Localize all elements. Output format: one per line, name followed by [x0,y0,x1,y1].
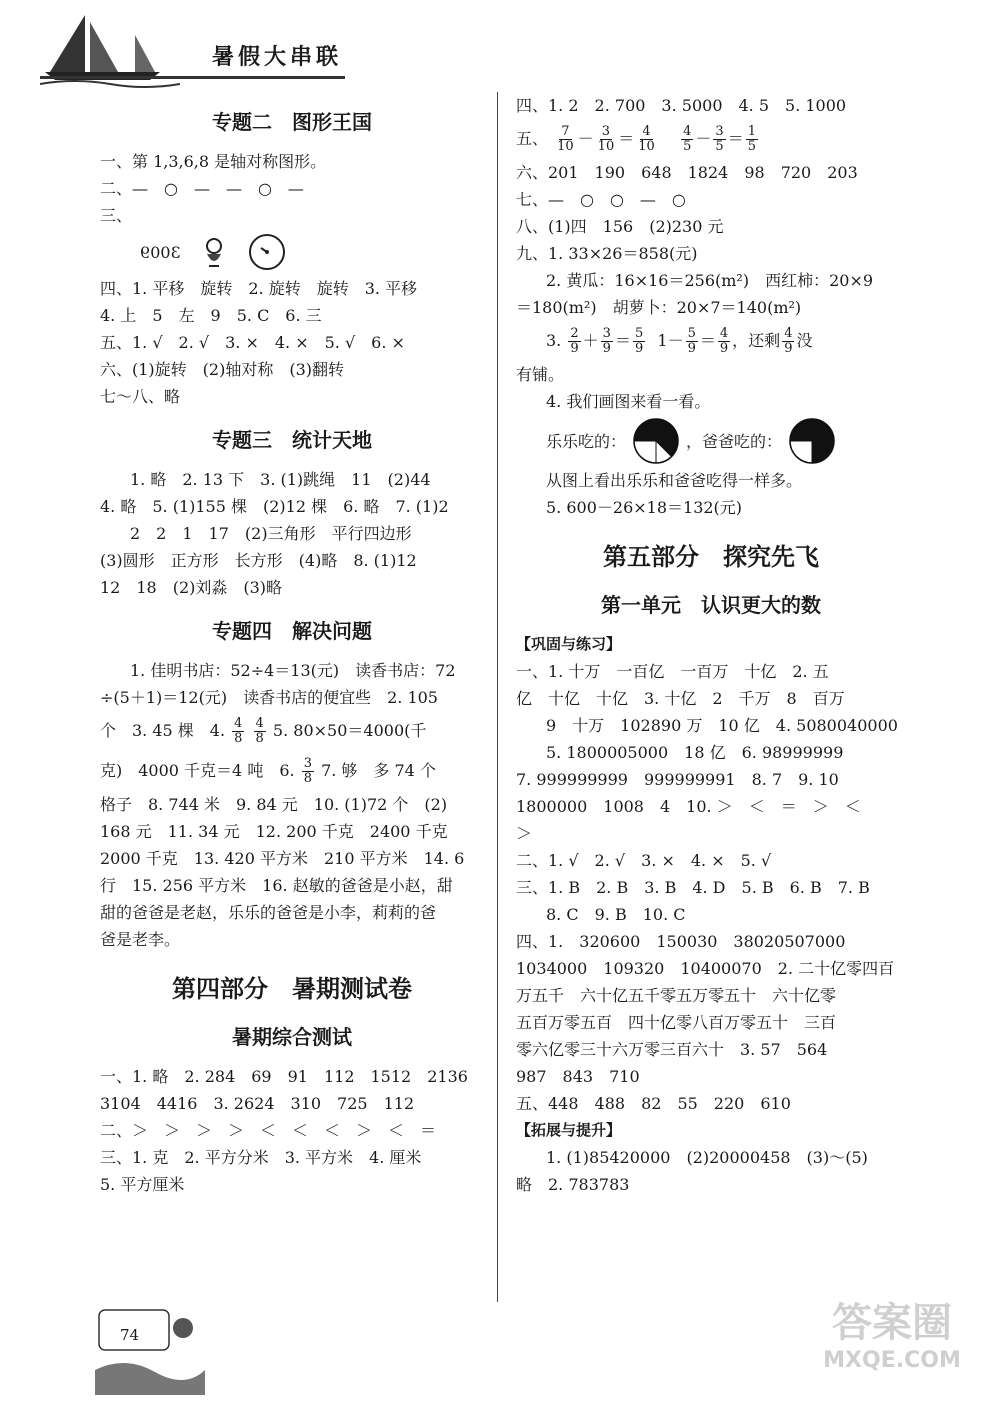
denominator: 5 [715,139,724,154]
denominator: 8 [255,731,264,746]
fraction [713,125,725,154]
answer-line: 从图上看出乐乐和爸爸吃得一样多。 [546,471,803,490]
operator: ＝ [618,129,635,148]
answer-text: 5. 80×50＝4000(千 [272,721,427,740]
answer-line: 四、1. 平移 旋转 2. 旋转 旋转 3. 平移 [100,279,418,298]
denominator: 8 [303,771,312,786]
answer-line: 二、— ○ — — ○ — [100,179,304,198]
fraction [601,327,613,356]
answer-line: 5. 1800005000 18 亿 6. 98999999 [546,743,844,762]
answer-line: 一、1. 十万 一百亿 一百万 十亿 2. 五 [516,662,829,681]
section-title: 专题四 解决问题 [212,619,372,643]
answer-line [100,711,484,751]
numerator: 4 [784,326,793,341]
right-column [516,92,906,1198]
denominator: 10 [638,139,655,154]
pie-icon [788,417,836,465]
answer-line: 8. C 9. B 10. C [546,905,686,924]
answer-line: 2000 千克 13. 420 平方米 210 平方米 14. 6 [100,849,465,868]
fraction [718,327,730,356]
answer-line: 四、1. 2 2. 700 3. 5000 4. 5 5. 1000 [516,96,847,115]
answer-line: 5. 平方厘米 [100,1175,185,1194]
answer-line: 三、1. 克 2. 平方分米 3. 平方米 4. 厘米 [100,1148,422,1167]
pie-label: 乐乐吃的： [546,431,627,451]
clock-figure-icon [247,232,287,272]
fraction [746,125,758,154]
answer-line: 2. 黄瓜：16×16＝256(m²) 西红柿：20×9 [546,271,874,290]
fraction [302,757,314,786]
fraction [232,717,244,746]
answer-line: ÷(5＋1)＝12(元) 读香书店的便宜些 2. 105 [100,688,438,707]
pie-figure-row [516,415,906,467]
watermark-url: MXQE.COM [823,1348,961,1373]
fraction [633,327,645,356]
answer-line: 零六亿零三十六万零三百六十 3. 57 564 [516,1040,828,1059]
answer-line: 五、1. √ 2. √ 3. × 4. × 5. √ 6. × [100,333,405,352]
denominator: 9 [602,341,611,356]
answer-line: 六、201 190 648 1824 98 720 203 [516,163,858,182]
operator: ＋ [582,331,599,350]
answer-line: 2 2 1 17 (2)三角形 平行四边形 [130,524,412,543]
header-title: 暑假大串联 [212,45,343,70]
part-title: 第四部分 暑期测试卷 [172,975,412,1003]
answer-text: 1－ [657,331,684,350]
denominator: 5 [747,139,756,154]
denominator: 9 [570,341,579,356]
numerator: 4 [719,326,729,341]
denominator: 9 [784,341,793,356]
answer-line [516,119,906,159]
answer-text: 个 3. 45 棵 4. [100,721,226,740]
answer-line: 一、1. 略 2. 284 69 91 112 1512 2136 [100,1067,468,1086]
operator: ＝ [699,331,716,350]
answer-label: 三、 [100,206,133,225]
figure-row [100,229,484,275]
answer-label: 五、 [516,129,549,148]
answer-line: 七～八、略 [100,387,181,406]
section-title: 暑期综合测试 [232,1025,352,1049]
answer-line [516,321,906,361]
denominator: 9 [719,341,729,356]
answer-line: 4. 上 5 左 9 5. C 6. 三 [100,306,322,325]
answer-line: 有铺。 [516,365,565,384]
answer-line: 987 843 710 [516,1067,640,1086]
answer-line: ＞ [516,824,533,843]
answer-text: 3. [546,331,562,350]
answer-line: 4. 略 5. (1)155 棵 (2)12 棵 6. 略 7. (1)2 [100,497,449,516]
answer-text: 克) 4000 千克＝4 吨 6. [100,761,295,780]
pie-icon [632,417,680,465]
answer-line: 9 十万 102890 万 10 亿 4. 5080040000 [546,716,898,735]
subsection-label: 【巩固与练习】 [516,635,622,653]
answer-line: 七、— ○ ○ — ○ [516,190,686,209]
answer-line: 二、＞ ＞ ＞ ＞ ＜ ＜ ＜ ＞ ＜ ＝ [100,1121,437,1140]
numerator: 3 [601,124,611,139]
numerator: 4 [234,716,243,731]
answer-line: 4. 我们画图来看一看。 [546,392,711,411]
pie-label: ，爸爸吃的： [686,431,783,451]
denominator: 5 [683,139,692,154]
answer-line [100,751,484,791]
fraction [254,717,266,746]
denominator: 10 [557,139,574,154]
bird-figure-icon [199,234,229,270]
answer-line [100,202,484,229]
fraction [596,125,617,154]
watermark [802,1298,982,1388]
part-title: 第五部分 探究先飞 [603,543,819,571]
answer-line: 五、448 488 82 55 220 610 [516,1094,791,1113]
answer-line: 五百万零五百 四十亿零八百万零五十 三百 [516,1013,837,1032]
answer-text: 7. 够 多 74 个 [321,761,436,780]
denominator: 9 [634,341,644,356]
answer-line: ＝180(m²) 胡萝卜：20×7＝140(m²) [516,298,802,317]
answer-line: 1034000 109320 10400070 2. 二十亿零四百 [516,959,895,978]
answer-line: 7. 999999999 999999991 8. 7 9. 10 [516,770,839,789]
answer-text: 没 [796,331,813,350]
mirrored-number: 3009 [140,242,181,262]
numerator: 2 [570,326,579,341]
numerator: 3 [715,124,724,139]
answer-line: 二、1. √ 2. √ 3. × 4. × 5. √ [516,851,772,870]
answer-line: 甜的爸爸是老赵，乐乐的爸爸是小李，莉莉的爸 [100,903,437,922]
answer-line: 八、(1)四 156 (2)230 元 [516,217,724,236]
numerator: 5 [634,326,644,341]
subsection-label: 【拓展与提升】 [516,1121,622,1139]
page-number: 74 [120,1326,140,1344]
denominator: 9 [687,341,696,356]
answer-line: 3104 4416 3. 2624 310 725 112 [100,1094,415,1113]
answer-line: 1800000 1008 4 10. ＞ ＜ ＝ ＞ ＜ [516,797,861,816]
answer-line: 12 18 (2)刘淼 (3)略 [100,578,283,597]
answer-line: 1. (1)85420000 (2)20000458 (3)～(5) [546,1148,868,1167]
numerator: 1 [747,124,756,139]
numerator: 7 [561,124,570,139]
answer-text: ，还剩 [732,331,781,350]
numerator: 3 [602,326,611,341]
section-title: 专题二 图形王国 [212,110,372,134]
answer-line: 爸是老李。 [100,930,181,949]
answer-line: 万五千 六十亿五千零五万零五十 六十亿零 [516,986,837,1005]
numerator: 3 [303,756,312,771]
fraction [555,125,576,154]
answer-line: 六、(1)旋转 (2)轴对称 (3)翻转 [100,360,344,379]
left-column [100,92,484,1198]
section-title: 第一单元 认识更大的数 [601,593,821,617]
fraction [681,125,693,154]
answer-line: 略 2. 783783 [516,1175,630,1194]
numerator: 4 [683,124,692,139]
answer-line: 5. 600－26×18＝132(元) [546,498,743,517]
page-header [40,10,350,88]
answer-line: 四、1. 320600 150030 38020507000 [516,932,846,951]
answer-line: 亿 十亿 十亿 3. 十亿 2 千万 8 百万 [516,689,845,708]
numerator: 4 [255,716,264,731]
answer-line: 九、1. 33×26＝858(元) [516,244,698,263]
fraction [568,327,580,356]
answer-line: 行 15. 256 平方米 16. 赵敏的爸爸是小赵，甜 [100,876,453,895]
section-title: 专题三 统计天地 [212,428,372,452]
denominator: 10 [597,139,615,154]
column-divider [497,92,498,1302]
operator: － [577,129,594,148]
numerator: 4 [642,124,651,139]
answer-line: 一、第 1,3,6,8 是轴对称图形。 [100,152,327,171]
operator: ＝ [614,331,631,350]
answer-line: 1. 略 2. 13 下 3. (1)跳绳 11 (2)44 [130,470,431,489]
denominator: 8 [234,731,243,746]
page-corner-decoration [95,1300,205,1395]
numerator: 5 [687,326,696,341]
fraction [686,327,698,356]
operator: ＝ [727,129,744,148]
watermark-text: 答案圈 [832,1300,952,1346]
fraction [636,125,657,154]
answer-line: (3)圆形 正方形 长方形 (4)略 8. (1)12 [100,551,417,570]
answer-line: 三、1. B 2. B 3. B 4. D 5. B 6. B 7. B [516,878,870,897]
answer-line: 168 元 11. 34 元 12. 200 千克 2400 千克 [100,822,448,841]
answer-line: 1. 佳明书店：52÷4＝13(元) 读香书店：72 [130,661,456,680]
fraction [782,327,794,356]
operator: － [695,129,712,148]
answer-line: 格子 8. 744 米 9. 84 元 10. (1)72 个 (2) [100,795,448,814]
